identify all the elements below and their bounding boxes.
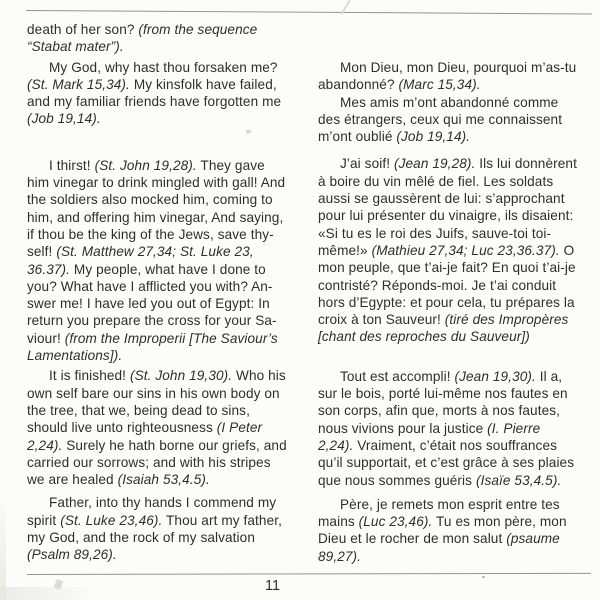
- text-line: we are healed (Isaiah 53,4.5).: [27, 472, 210, 488]
- text-line: nous vivions pour la justice (I. Pierre: [318, 420, 541, 436]
- text-line: 36.37). My people, what have I done to: [27, 261, 266, 277]
- text-line: sur le bois, porté lui-même nos fautes en: [318, 386, 568, 402]
- text-line: (Psalm 89,26).: [27, 547, 117, 563]
- text-line: him, and offering him vinegar, And saying,: [27, 209, 284, 225]
- text-line: à boire du vin mêlé de fiel. Les soldats: [318, 173, 554, 189]
- text-line: My God, why hast thou forsaken me?: [49, 59, 278, 75]
- top-rule: [26, 10, 592, 15]
- text-line: Tout est accompli! (Jean 19,30). Il a,: [340, 368, 563, 384]
- text-line: It is finished! (St. John 19,30). Who his: [49, 368, 286, 384]
- text-line: pour lui présenter du vinaigre, ils disaient:: [318, 208, 574, 224]
- paragraph: [27, 157, 308, 365]
- text-line: Mes amis m’ont abandonné comme: [340, 94, 559, 110]
- text-line: you? What have I afflicted you with? An-: [27, 278, 273, 294]
- text-line: him vinegar to drink mingled with gall! And: [27, 175, 286, 191]
- text-line: self! (St. Matthew 27,34; St. Luke 23,: [27, 244, 254, 260]
- paragraph: [27, 21, 308, 56]
- text-line: swer me! I have led you out of Egypt: In: [27, 296, 270, 312]
- paragraph: [27, 367, 308, 488]
- text-line: the soldiers also mocked him, coming to: [27, 192, 273, 208]
- text-line: carried our sorrows; and with his stripes: [27, 454, 271, 470]
- text-line: aussi se gaussèrent de lui: s’approchant: [318, 191, 565, 207]
- text-line: contristé? Réponds-moi. Je t’ai conduit: [318, 277, 557, 293]
- text-line: abandonné? (Marc 15,34).: [318, 77, 481, 93]
- page-number: 11: [264, 578, 281, 594]
- text-line: I thirst! (St. John 19,28). They gave: [49, 157, 265, 173]
- text-line: my God, and the rock of my salvation: [27, 530, 255, 546]
- column-french: [318, 59, 598, 565]
- text-line: hors d’Egypte: et pour cela, tu prépares la: [318, 294, 575, 310]
- text-line: Dieu et le rocher de mon salut (psaume: [318, 531, 560, 547]
- text-line: mon peuple, que t’ai-je fait? En quoi t’ai-je: [318, 260, 576, 276]
- text-line: croix à ton Sauveur! (tiré des Impropères: [318, 312, 569, 328]
- column-english: [27, 21, 308, 564]
- text-line: spirit (St. Luke 23,46). Thou art my father,: [27, 512, 283, 528]
- text-line: des étrangers, ceux qui me connaissent: [318, 111, 563, 127]
- text-line: the tree, that we, being dead to sins,: [27, 402, 250, 418]
- text-line: Lamentations]).: [27, 348, 123, 364]
- text-line: même!» (Mathieu 27,34; Luc 23,36.37). O: [318, 242, 575, 258]
- text-line: viour! (from the Improperii [The Saviour’s: [27, 330, 278, 346]
- paragraph: [27, 59, 308, 128]
- paragraph: [318, 368, 598, 489]
- text-line: and my familiar friends have forgotten me: [27, 94, 282, 110]
- text-line: return you prepare the cross for your Sa-: [27, 313, 277, 329]
- paragraph: [318, 94, 598, 146]
- text-line: [chant des reproches du Sauveur]): [318, 329, 530, 345]
- text-line: Père, je remets mon esprit entre tes: [340, 496, 560, 512]
- paragraph: [27, 494, 308, 563]
- text-line: if thou be the king of the Jews, save thy-: [27, 226, 274, 242]
- paragraph: [318, 59, 598, 94]
- text-line: 2,24). Surely he hath borne our griefs, and: [27, 437, 287, 453]
- text-line: death of her son? (from the sequence: [27, 22, 258, 37]
- paragraph: [318, 496, 598, 565]
- text-line: son corps, afin que, morts à nos fautes,: [318, 403, 561, 419]
- text-line: m’ont oublié (Job 19,14).: [318, 129, 471, 145]
- text-line: (Job 19,14).: [27, 111, 101, 127]
- text-line: own self bare our sins in his own body on: [27, 385, 280, 401]
- text-line: (St. Mark 15,34). My kinsfolk have failed,: [27, 76, 277, 92]
- text-line: Mon Dieu, mon Dieu, pourquoi m’as-tu: [340, 60, 577, 75]
- text-line: Father, into thy hands I commend my: [49, 495, 277, 511]
- text-line: “Stabat mater”).: [27, 39, 124, 55]
- text-line: qu’il supportait, et c’est grâce à ses plaies: [318, 455, 575, 471]
- text-line: «Si tu es le roi des Juifs, sauve-toi toi-: [318, 225, 552, 241]
- text-line: 2,24). Vraiment, c’était nos souffrances: [318, 437, 558, 453]
- text-line: mains (Luc 23,46). Tu es mon père, mon: [318, 514, 567, 530]
- text-line: 89,27).: [318, 548, 362, 564]
- paragraph: [318, 155, 598, 345]
- bottom-rule: [27, 573, 591, 576]
- text-line: que nous sommes guéris (Isaïe 53,4.5).: [318, 472, 562, 488]
- text-line: J’ai soif! (Jean 19,28). Ils lui donnèrent: [340, 156, 577, 172]
- text-line: should live unto righteousness (I Peter: [27, 420, 263, 436]
